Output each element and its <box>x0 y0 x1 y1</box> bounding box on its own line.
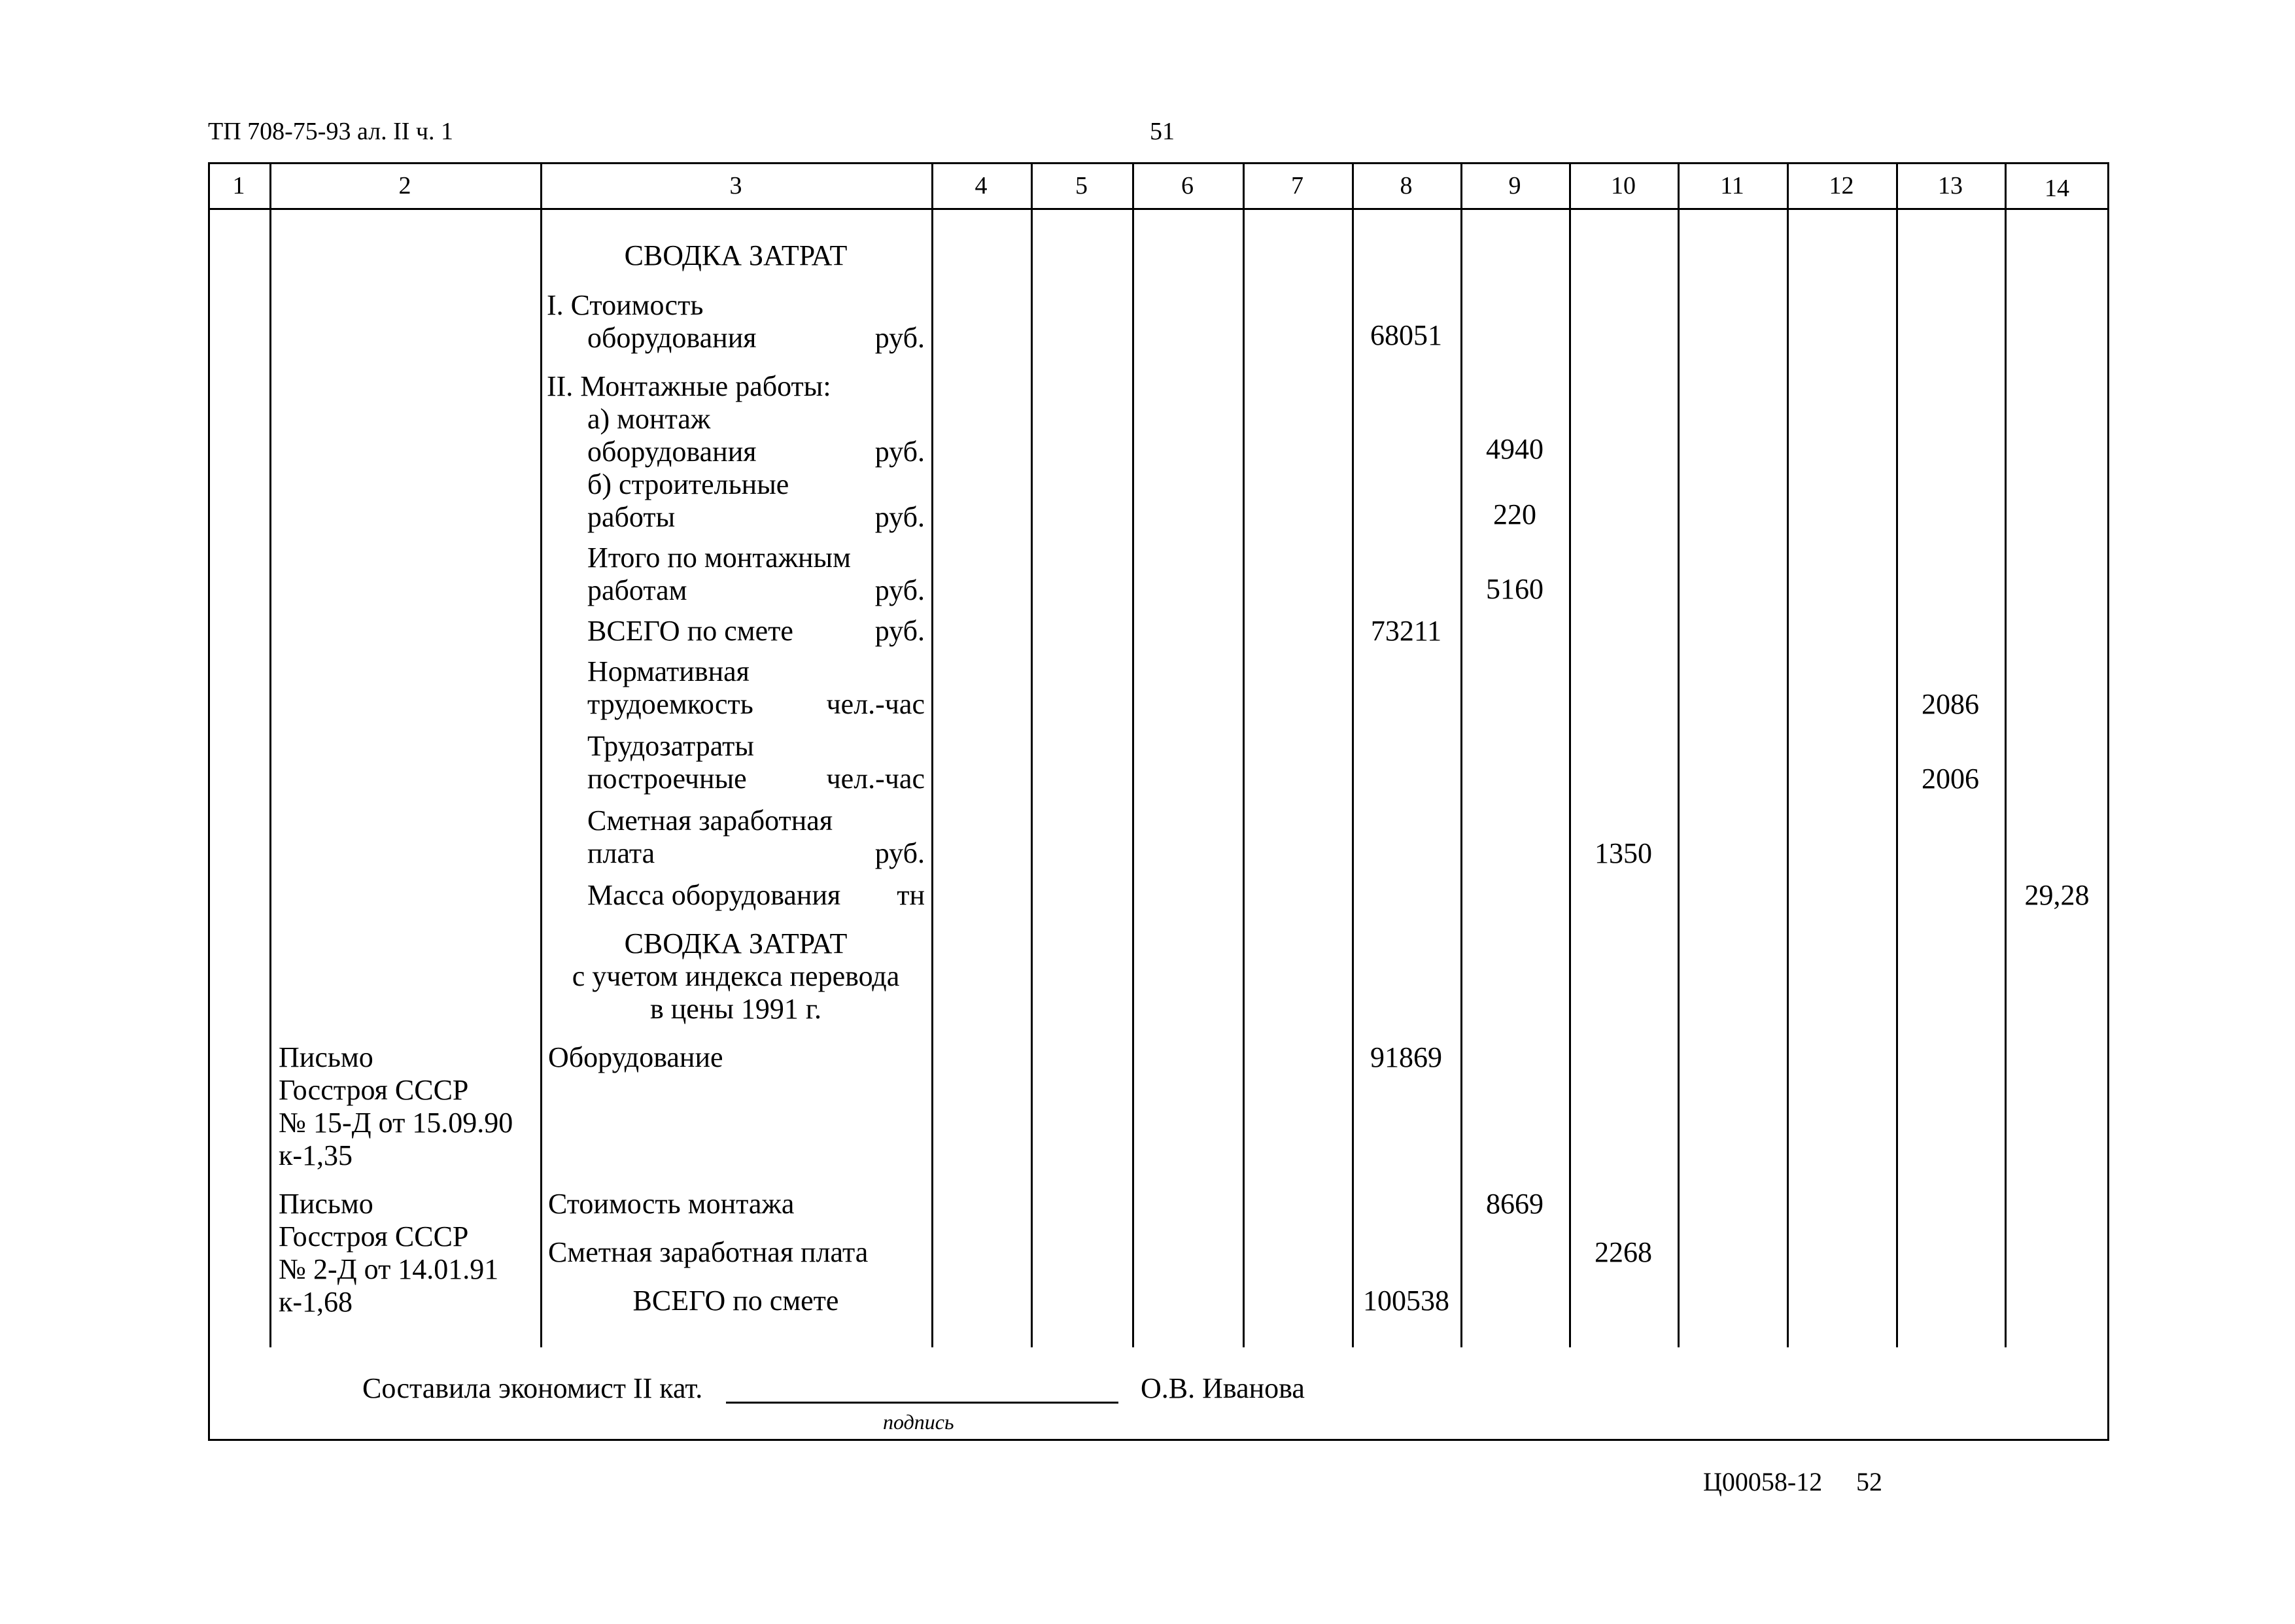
norm-unit: чел.-час <box>826 688 925 720</box>
labor-value: 2006 <box>1922 763 1979 795</box>
compiler-name: О.В. Иванова <box>1141 1372 1305 1404</box>
labor-label-cont: построечные <box>587 763 747 795</box>
estimate-table <box>208 162 2109 1441</box>
col-divider-4 <box>1031 162 1033 1347</box>
total-mont-unit: руб. <box>874 574 925 606</box>
col-header-3: 3 <box>729 172 742 199</box>
wage2-label: Сметная заработная плата <box>548 1236 869 1268</box>
equip-value: 91869 <box>1370 1041 1442 1073</box>
col-divider-10 <box>1678 162 1680 1347</box>
total-mont-label: Итого по монтажным <box>587 542 851 574</box>
item2-label: II. Монтажные работы: <box>547 370 831 402</box>
compiled-by: Составила экономист II кат. <box>362 1372 703 1404</box>
item2a-label-cont: оборудования <box>587 436 757 468</box>
col-header-7: 7 <box>1291 172 1303 199</box>
page-number: 51 <box>1150 118 1175 145</box>
col-header-9: 9 <box>1508 172 1521 199</box>
total2-value: 100538 <box>1363 1285 1449 1317</box>
col-header-6: 6 <box>1181 172 1194 199</box>
item2b-unit: руб. <box>874 501 925 533</box>
norm-label-cont: трудоемкость <box>587 688 753 720</box>
mass-unit: тн <box>897 879 925 911</box>
col-header-5: 5 <box>1075 172 1088 199</box>
norm-label: Нормативная <box>587 655 750 687</box>
item1-value: 68051 <box>1370 319 1442 351</box>
letter1-line4: к-1,35 <box>279 1139 353 1171</box>
col-header-11: 11 <box>1720 172 1744 199</box>
signature-caption: подпись <box>883 1410 954 1434</box>
col-header-13: 13 <box>1938 172 1963 199</box>
total-mont-label-cont: работам <box>587 574 687 606</box>
wage-label-cont: плата <box>587 837 655 869</box>
total-label: ВСЕГО по смете <box>587 615 793 647</box>
document-reference: ТП 708-75-93 ал. II ч. 1 <box>208 118 454 145</box>
col-header-10: 10 <box>1611 172 1636 199</box>
item2b-value: 220 <box>1493 498 1536 530</box>
summary2-title: СВОДКА ЗАТРАТ <box>624 927 848 959</box>
letter2-line4: к-1,68 <box>279 1286 353 1318</box>
item1-label-cont: оборудования <box>587 322 757 354</box>
total-unit: руб. <box>874 615 925 647</box>
col-divider-9 <box>1569 162 1571 1347</box>
col-header-2: 2 <box>398 172 411 199</box>
col-header-14: 14 <box>2045 175 2069 202</box>
letter1-line1: Письмо <box>279 1041 373 1073</box>
letter2-line1: Письмо <box>279 1188 373 1220</box>
col-divider-8 <box>1460 162 1462 1347</box>
col-divider-3 <box>931 162 933 1347</box>
wage-unit: руб. <box>874 837 925 869</box>
signature-line <box>726 1402 1118 1404</box>
item2b-label: б) строительные <box>587 468 789 500</box>
item2a-value: 4940 <box>1486 433 1544 465</box>
item2a-unit: руб. <box>874 436 925 468</box>
total2-label: ВСЕГО по смете <box>632 1285 839 1317</box>
letter1-line3: № 15-Д от 15.09.90 <box>279 1107 513 1139</box>
wage-label: Сметная заработная <box>587 804 833 837</box>
wage2-value: 2268 <box>1595 1236 1652 1268</box>
col-divider-5 <box>1132 162 1134 1347</box>
col-divider-13 <box>2005 162 2007 1347</box>
col-divider-2 <box>540 162 542 1347</box>
labor-label: Трудозатраты <box>587 730 754 762</box>
wage-value: 1350 <box>1595 837 1652 869</box>
mont-value: 8669 <box>1486 1188 1544 1220</box>
col-divider-6 <box>1243 162 1245 1347</box>
item1-unit: руб. <box>874 322 925 354</box>
letter2-line3: № 2-Д от 14.01.91 <box>279 1253 499 1285</box>
total-value: 73211 <box>1370 615 1442 647</box>
summary2-subtitle: с учетом индекса перевода <box>572 960 900 992</box>
norm-value: 2086 <box>1922 688 1979 720</box>
mont-label: Стоимость монтажа <box>548 1188 795 1220</box>
letter1-line2: Госстроя СССР <box>279 1074 469 1106</box>
col-header-12: 12 <box>1829 172 1854 199</box>
col-header-8: 8 <box>1400 172 1413 199</box>
col-divider-1 <box>269 162 271 1347</box>
item1-label: I. Стоимость <box>547 289 704 321</box>
summary2-subtitle-cont: в цены 1991 г. <box>649 993 822 1025</box>
summary-title: СВОДКА ЗАТРАТ <box>624 239 848 271</box>
footer-page-number: 52 <box>1856 1467 1882 1496</box>
col-header-4: 4 <box>975 172 988 199</box>
document-code: Ц00058-12 <box>1703 1467 1823 1496</box>
item2b-label-cont: работы <box>587 501 676 533</box>
letter2-line2: Госстроя СССР <box>279 1220 469 1253</box>
col-header-1: 1 <box>232 172 245 199</box>
total-mont-value: 5160 <box>1486 573 1544 605</box>
col-divider-12 <box>1896 162 1898 1347</box>
labor-unit: чел.-час <box>826 763 925 795</box>
col-divider-11 <box>1787 162 1789 1347</box>
equip-label: Оборудование <box>548 1041 723 1073</box>
header-row-divider <box>208 208 2109 210</box>
item2a-label: а) монтаж <box>587 403 711 435</box>
mass-label: Масса оборудования <box>587 879 841 911</box>
mass-value: 29,28 <box>2024 879 2090 911</box>
